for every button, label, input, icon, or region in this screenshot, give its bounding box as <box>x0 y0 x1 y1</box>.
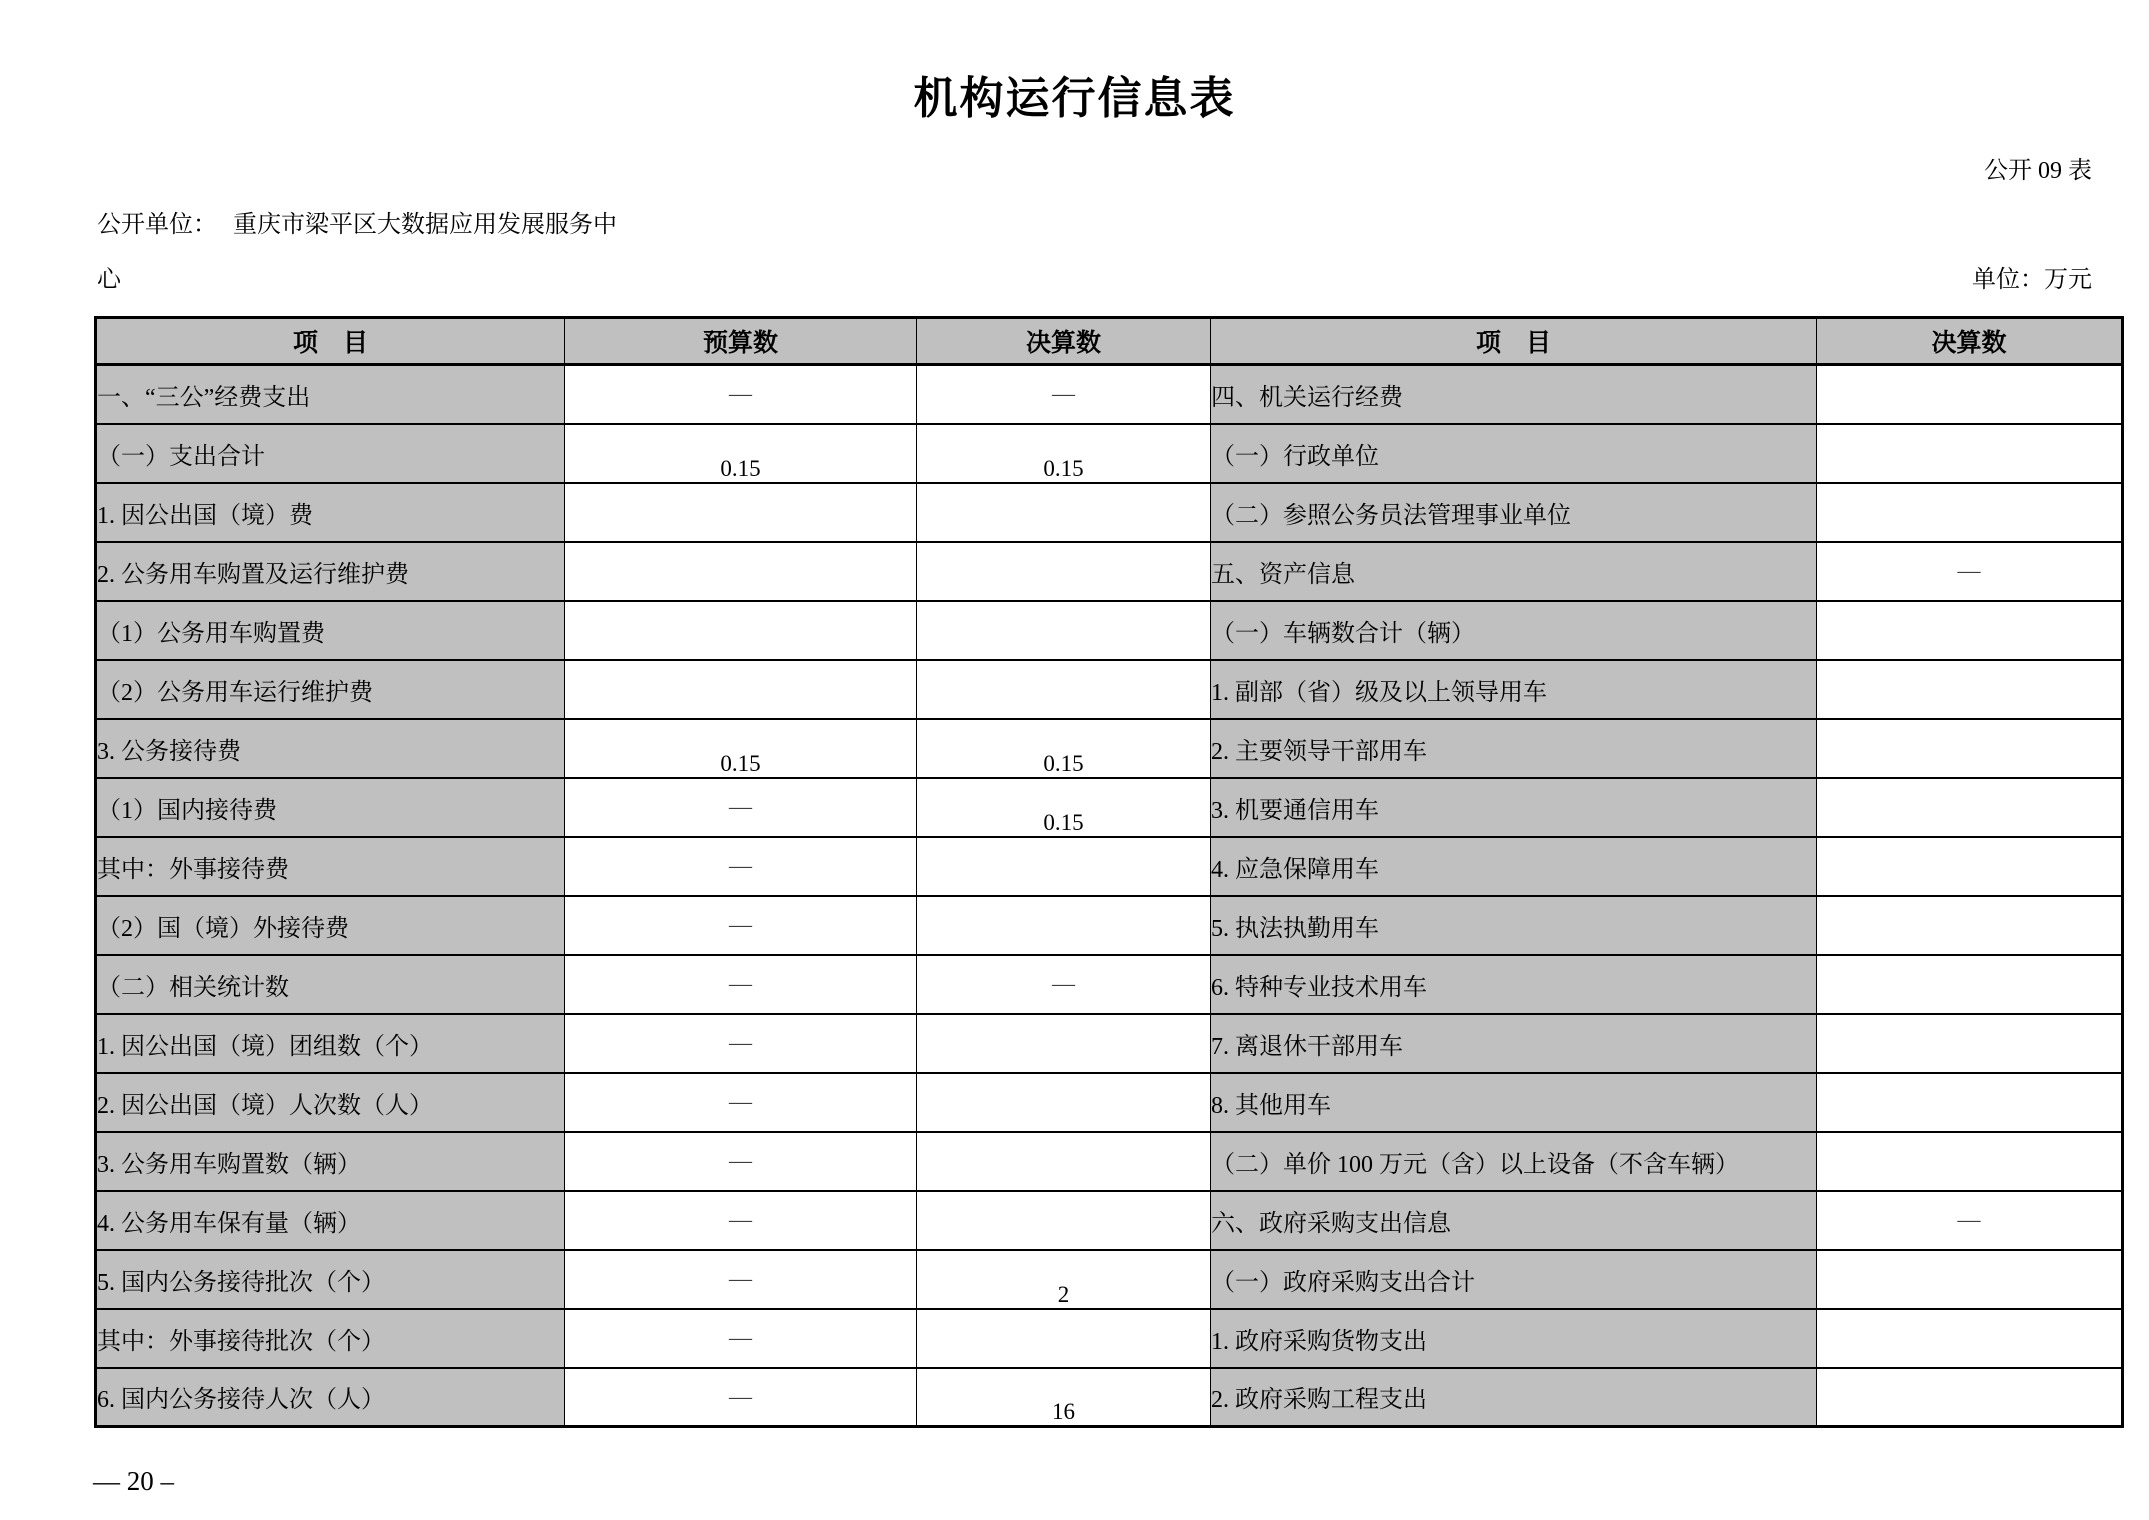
publisher-line <box>97 204 617 239</box>
form-code: 公开 09 表 <box>1984 158 2092 184</box>
header-final-left: 决算数 <box>917 318 1211 365</box>
item-cell-right: 3. 机要通信用车 <box>1211 778 1817 837</box>
budget-value-cell: — <box>565 778 917 837</box>
item-cell-left: 其中：外事接待费 <box>96 837 565 896</box>
info-table <box>94 316 2124 1428</box>
header-item-right: 项 目 <box>1211 318 1817 365</box>
final-value-cell-right <box>1817 483 2123 542</box>
table-row <box>96 778 2123 837</box>
item-cell-right: 5. 执法执勤用车 <box>1211 896 1817 955</box>
item-cell-right: （二）参照公务员法管理事业单位 <box>1211 483 1817 542</box>
final-value-cell-left: 0.15 <box>917 778 1211 837</box>
final-value-cell-right <box>1817 1073 2123 1132</box>
final-value-cell-left: 2 <box>917 1250 1211 1309</box>
table-row <box>96 1191 2123 1250</box>
final-value-cell-right <box>1817 601 2123 660</box>
budget-value-cell: — <box>565 1309 917 1368</box>
item-cell-left: 1. 因公出国（境）团组数（个） <box>96 1014 565 1073</box>
item-cell-right: 7. 离退休干部用车 <box>1211 1014 1817 1073</box>
item-cell-left: 4. 公务用车保有量（辆） <box>96 1191 565 1250</box>
final-value-cell-left: 0.15 <box>917 719 1211 778</box>
final-value-cell-left <box>917 660 1211 719</box>
final-value-cell-left <box>917 1073 1211 1132</box>
item-cell-left: 2. 公务用车购置及运行维护费 <box>96 542 565 601</box>
final-value-cell-right <box>1817 1132 2123 1191</box>
item-cell-left: （2）国（境）外接待费 <box>96 896 565 955</box>
final-value-cell-left <box>917 601 1211 660</box>
budget-value-cell <box>565 601 917 660</box>
item-cell-left: 5. 国内公务接待批次（个） <box>96 1250 565 1309</box>
item-cell-left: 3. 公务用车购置数（辆） <box>96 1132 565 1191</box>
final-value-cell-left <box>917 1132 1211 1191</box>
publisher-name-wrap: 心 <box>97 267 121 293</box>
final-value-cell-right <box>1817 719 2123 778</box>
item-cell-left: 一、“三公”经费支出 <box>96 365 565 424</box>
final-value-cell-right <box>1817 1368 2123 1427</box>
final-value-cell-left <box>917 896 1211 955</box>
budget-value-cell: — <box>565 837 917 896</box>
final-value-cell-right <box>1817 424 2123 483</box>
item-cell-right: （一）车辆数合计（辆） <box>1211 601 1817 660</box>
item-cell-right: 8. 其他用车 <box>1211 1073 1817 1132</box>
header-final-right: 决算数 <box>1817 318 2123 365</box>
final-value-cell-right <box>1817 778 2123 837</box>
currency-unit-note: 单位：万元 <box>1972 267 2092 293</box>
final-value-cell-left <box>917 1191 1211 1250</box>
table-row <box>96 1073 2123 1132</box>
item-cell-left: （二）相关统计数 <box>96 955 565 1014</box>
final-value-cell-right <box>1817 1014 2123 1073</box>
budget-value-cell: — <box>565 1191 917 1250</box>
final-value-cell-right <box>1817 660 2123 719</box>
item-cell-right: 1. 政府采购货物支出 <box>1211 1309 1817 1368</box>
item-cell-right: （一）政府采购支出合计 <box>1211 1250 1817 1309</box>
page-number: — 20 – <box>93 1466 174 1496</box>
budget-value-cell: 0.15 <box>565 719 917 778</box>
table-row <box>96 542 2123 601</box>
table-row <box>96 837 2123 896</box>
final-value-cell-right: — <box>1817 1191 2123 1250</box>
budget-value-cell: — <box>565 1132 917 1191</box>
budget-value-cell: — <box>565 955 917 1014</box>
item-cell-right: 2. 政府采购工程支出 <box>1211 1368 1817 1427</box>
item-cell-left: 6. 国内公务接待人次（人） <box>96 1368 565 1427</box>
item-cell-right: 五、资产信息 <box>1211 542 1817 601</box>
item-cell-left: （1）公务用车购置费 <box>96 601 565 660</box>
item-cell-left: 2. 因公出国（境）人次数（人） <box>96 1073 565 1132</box>
budget-value-cell: — <box>565 365 917 424</box>
publisher-name: 重庆市梁平区大数据应用发展服务中 <box>233 212 617 238</box>
item-cell-left: （1）国内接待费 <box>96 778 565 837</box>
table-row <box>96 896 2123 955</box>
final-value-cell-left: 0.15 <box>917 424 1211 483</box>
budget-value-cell <box>565 483 917 542</box>
final-value-cell-left <box>917 1309 1211 1368</box>
item-cell-right: 四、机关运行经费 <box>1211 365 1817 424</box>
publisher-label: 公开单位： <box>97 212 217 238</box>
item-cell-left: 1. 因公出国（境）费 <box>96 483 565 542</box>
budget-value-cell: — <box>565 1368 917 1427</box>
final-value-cell-right <box>1817 365 2123 424</box>
final-value-cell-left <box>917 483 1211 542</box>
final-value-cell-left <box>917 1014 1211 1073</box>
item-cell-right: （二）单价 100 万元（含）以上设备（不含车辆） <box>1211 1132 1817 1191</box>
table-row <box>96 1309 2123 1368</box>
item-cell-left: （一）支出合计 <box>96 424 565 483</box>
header-budget: 预算数 <box>565 318 917 365</box>
table-row <box>96 1132 2123 1191</box>
table-row <box>96 601 2123 660</box>
item-cell-right: 1. 副部（省）级及以上领导用车 <box>1211 660 1817 719</box>
table-row <box>96 719 2123 778</box>
table-row <box>96 1368 2123 1427</box>
item-cell-left: 其中：外事接待批次（个） <box>96 1309 565 1368</box>
final-value-cell-right <box>1817 1250 2123 1309</box>
final-value-cell-right <box>1817 896 2123 955</box>
table-row <box>96 1014 2123 1073</box>
item-cell-left: 3. 公务接待费 <box>96 719 565 778</box>
budget-value-cell: — <box>565 1250 917 1309</box>
table-row <box>96 483 2123 542</box>
table-body <box>96 365 2123 1427</box>
page-title: 机构运行信息表 <box>913 74 1236 123</box>
budget-value-cell: — <box>565 896 917 955</box>
final-value-cell-left: — <box>917 955 1211 1014</box>
table-header <box>96 318 2123 365</box>
budget-value-cell <box>565 660 917 719</box>
budget-value-cell: 0.15 <box>565 424 917 483</box>
item-cell-left: （2）公务用车运行维护费 <box>96 660 565 719</box>
table-row <box>96 660 2123 719</box>
item-cell-right: 4. 应急保障用车 <box>1211 837 1817 896</box>
item-cell-right: 六、政府采购支出信息 <box>1211 1191 1817 1250</box>
budget-value-cell: — <box>565 1014 917 1073</box>
final-value-cell-left: 16 <box>917 1368 1211 1427</box>
final-value-cell-left <box>917 837 1211 896</box>
header-item-left: 项 目 <box>96 318 565 365</box>
final-value-cell-left: — <box>917 365 1211 424</box>
item-cell-right: 6. 特种专业技术用车 <box>1211 955 1817 1014</box>
item-cell-right: （一）行政单位 <box>1211 424 1817 483</box>
table-row <box>96 365 2123 424</box>
header-row <box>96 318 2123 365</box>
table-row <box>96 1250 2123 1309</box>
final-value-cell-right <box>1817 837 2123 896</box>
table-row <box>96 424 2123 483</box>
final-value-cell-left <box>917 542 1211 601</box>
final-value-cell-right <box>1817 1309 2123 1368</box>
final-value-cell-right <box>1817 955 2123 1014</box>
final-value-cell-right: — <box>1817 542 2123 601</box>
info-table-wrap <box>94 316 2124 1428</box>
item-cell-right: 2. 主要领导干部用车 <box>1211 719 1817 778</box>
budget-value-cell <box>565 542 917 601</box>
budget-value-cell: — <box>565 1073 917 1132</box>
table-row <box>96 955 2123 1014</box>
